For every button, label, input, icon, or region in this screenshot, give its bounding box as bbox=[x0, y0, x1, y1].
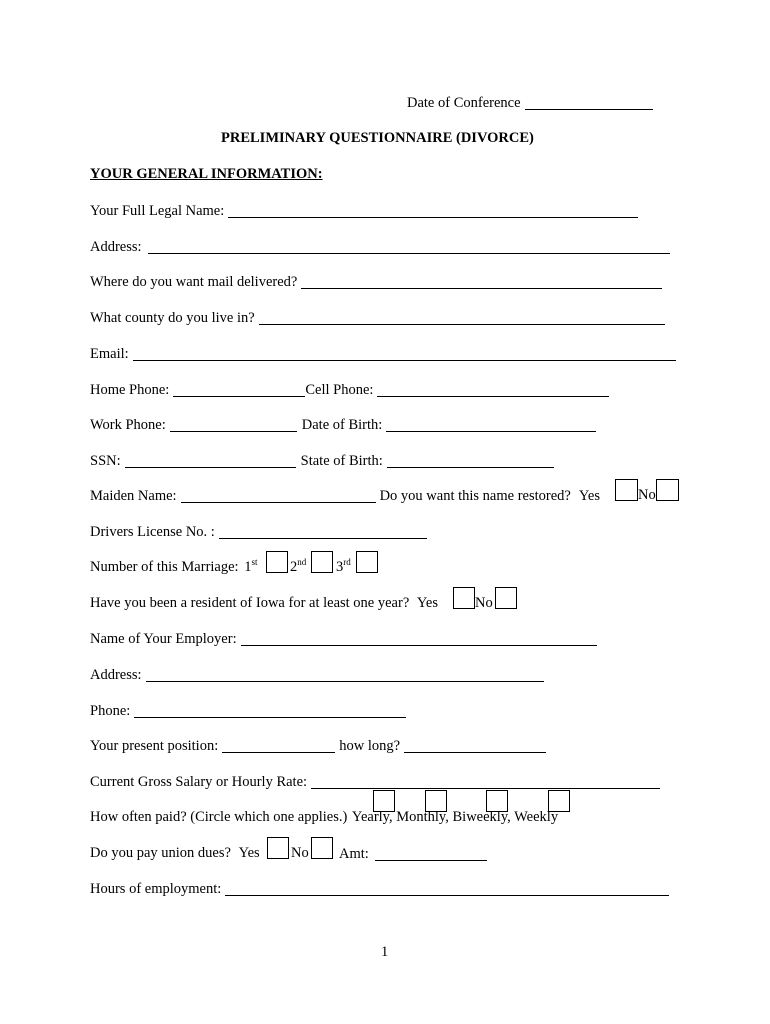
county-label: What county do you live in? bbox=[90, 309, 255, 326]
marriage-first-label: 1st bbox=[244, 557, 258, 575]
employer-address-field[interactable] bbox=[146, 667, 544, 682]
full-legal-name-row bbox=[90, 203, 638, 218]
employer-name-row bbox=[90, 631, 597, 646]
full-legal-name-field[interactable] bbox=[228, 203, 638, 218]
employer-name-label: Name of Your Employer: bbox=[90, 630, 237, 647]
maiden-name-field[interactable] bbox=[181, 488, 376, 503]
home-phone-label: Home Phone: bbox=[90, 381, 170, 398]
union-dues-no-checkbox[interactable] bbox=[311, 837, 333, 859]
employer-name-field[interactable] bbox=[241, 631, 597, 646]
biweekly-label: Biweekly, bbox=[452, 809, 511, 825]
cell-phone-label: Cell Phone: bbox=[305, 381, 374, 398]
resident-iowa-yes-label: Yes bbox=[416, 595, 438, 611]
resident-iowa-row bbox=[90, 596, 438, 611]
date-of-conference bbox=[407, 95, 653, 110]
employer-phone-label: Phone: bbox=[90, 702, 131, 719]
address-label: Address: bbox=[90, 238, 142, 255]
address-field[interactable] bbox=[148, 239, 670, 254]
ssn-row bbox=[90, 453, 554, 468]
weekly-label: Weekly bbox=[514, 809, 559, 825]
work-phone-field[interactable] bbox=[170, 417, 297, 432]
mail-delivered-field[interactable] bbox=[301, 274, 662, 289]
employer-phone-row bbox=[90, 703, 406, 718]
name-restored-no-label: No bbox=[638, 487, 656, 503]
monthly-checkbox[interactable] bbox=[425, 790, 447, 812]
how-long-label: how long? bbox=[339, 737, 401, 754]
amt-label: Amt: bbox=[339, 845, 369, 862]
date-of-conference-field[interactable] bbox=[525, 95, 653, 110]
full-legal-name-label: Your Full Legal Name: bbox=[90, 202, 225, 219]
maiden-name-row bbox=[90, 488, 600, 503]
marriage-second-label: 2nd bbox=[290, 557, 307, 575]
hours-employment-label: Hours of employment: bbox=[90, 880, 222, 897]
union-dues-yes-checkbox[interactable] bbox=[267, 837, 289, 859]
employer-phone-field[interactable] bbox=[134, 703, 406, 718]
marriage-third-checkbox[interactable] bbox=[356, 551, 378, 573]
email-row bbox=[90, 346, 676, 361]
present-position-label: Your present position: bbox=[90, 737, 219, 754]
home-phone-field[interactable] bbox=[173, 382, 305, 397]
marriage-third-label: 3rd bbox=[336, 557, 351, 575]
union-dues-no-label: No bbox=[291, 845, 309, 861]
gross-salary-row bbox=[90, 774, 660, 789]
county-field[interactable] bbox=[259, 310, 665, 325]
resident-iowa-no-checkbox[interactable] bbox=[495, 587, 517, 609]
amt-row bbox=[339, 846, 487, 861]
drivers-license-label: Drivers License No. : bbox=[90, 523, 215, 540]
resident-iowa-yes-checkbox[interactable] bbox=[453, 587, 475, 609]
email-field[interactable] bbox=[133, 346, 676, 361]
how-often-paid-row bbox=[90, 810, 558, 825]
employer-address-label: Address: bbox=[90, 666, 142, 683]
employer-address-row bbox=[90, 667, 544, 682]
yearly-checkbox[interactable] bbox=[373, 790, 395, 812]
yearly-label: Yearly, bbox=[351, 809, 393, 825]
phone-row bbox=[90, 382, 609, 397]
marriage-number-row bbox=[90, 557, 258, 575]
how-long-field[interactable] bbox=[404, 738, 546, 753]
present-position-field[interactable] bbox=[222, 738, 335, 753]
state-of-birth-field[interactable] bbox=[387, 453, 554, 468]
form-title: PRELIMINARY QUESTIONNAIRE (DIVORCE) bbox=[221, 130, 534, 146]
mail-delivered-label: Where do you want mail delivered? bbox=[90, 273, 298, 290]
email-label: Email: bbox=[90, 345, 129, 362]
gross-salary-label: Current Gross Salary or Hourly Rate: bbox=[90, 773, 308, 790]
name-restored-no-checkbox[interactable] bbox=[656, 479, 679, 501]
hours-employment-row bbox=[90, 881, 669, 896]
resident-iowa-label: Have you been a resident of Iowa for at least one year? bbox=[90, 595, 410, 611]
union-dues-yes-label: Yes bbox=[238, 845, 260, 861]
gross-salary-field[interactable] bbox=[311, 774, 660, 789]
how-often-paid-label: How often paid? (Circle which one applies.) bbox=[90, 809, 348, 825]
date-of-birth-field[interactable] bbox=[386, 417, 596, 432]
date-of-conference-label: Date of Conference bbox=[407, 94, 521, 111]
drivers-license-field[interactable] bbox=[219, 524, 427, 539]
amt-field[interactable] bbox=[375, 846, 487, 861]
state-of-birth-label: State of Birth: bbox=[300, 452, 383, 469]
section-heading: YOUR GENERAL INFORMATION: bbox=[90, 166, 323, 182]
date-of-birth-label: Date of Birth: bbox=[301, 416, 383, 433]
weekly-checkbox[interactable] bbox=[548, 790, 570, 812]
work-phone-row bbox=[90, 417, 596, 432]
page-number: 1 bbox=[381, 944, 389, 960]
union-dues-row bbox=[90, 846, 260, 861]
union-dues-label: Do you pay union dues? bbox=[90, 845, 231, 861]
present-position-row bbox=[90, 738, 546, 753]
biweekly-checkbox[interactable] bbox=[486, 790, 508, 812]
ssn-field[interactable] bbox=[125, 453, 296, 468]
name-restored-label: Do you want this name restored? bbox=[379, 487, 571, 504]
work-phone-label: Work Phone: bbox=[90, 416, 166, 433]
monthly-label: Monthly, bbox=[396, 809, 449, 825]
address-row bbox=[90, 239, 670, 254]
marriage-second-checkbox[interactable] bbox=[311, 551, 333, 573]
name-restored-yes-checkbox[interactable] bbox=[615, 479, 638, 501]
drivers-license-row bbox=[90, 524, 427, 539]
county-row bbox=[90, 310, 665, 325]
marriage-first-checkbox[interactable] bbox=[266, 551, 288, 573]
maiden-name-label: Maiden Name: bbox=[90, 487, 177, 504]
mail-delivered-row bbox=[90, 274, 662, 289]
cell-phone-field[interactable] bbox=[377, 382, 609, 397]
resident-iowa-no-label: No bbox=[475, 595, 493, 611]
hours-employment-field[interactable] bbox=[225, 881, 669, 896]
marriage-number-label: Number of this Marriage: bbox=[90, 559, 239, 575]
ssn-label: SSN: bbox=[90, 452, 121, 469]
name-restored-yes-label: Yes bbox=[578, 487, 600, 504]
